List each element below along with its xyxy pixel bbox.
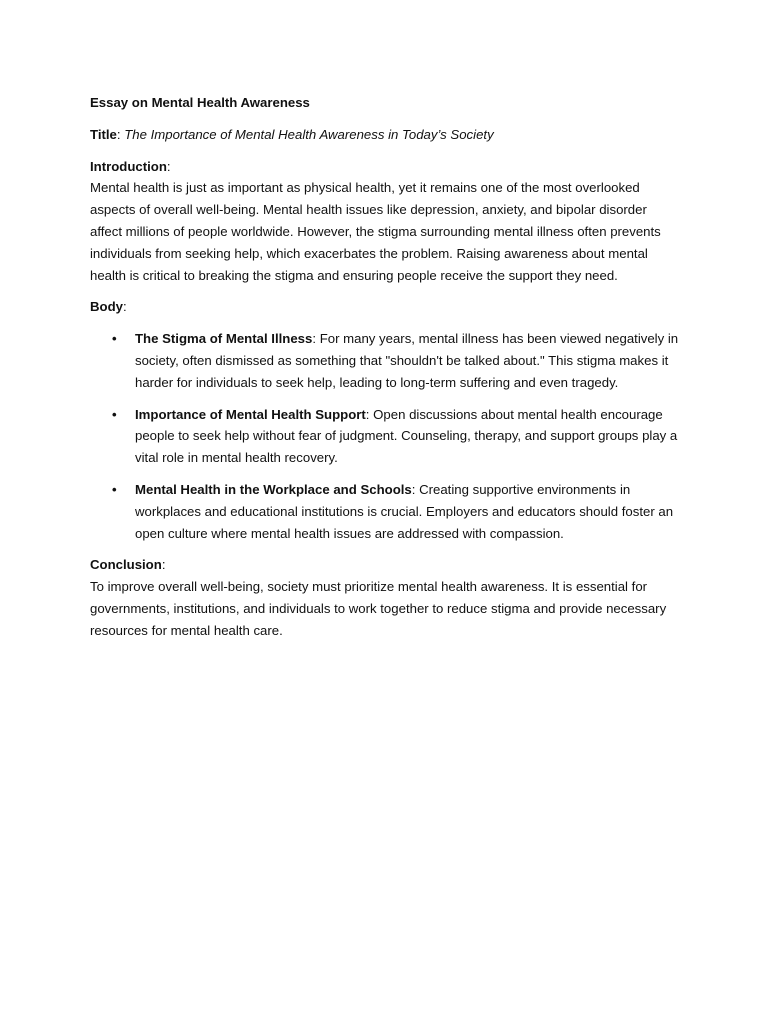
bullet-icon: • xyxy=(112,481,117,497)
body-heading xyxy=(90,296,680,318)
list-item xyxy=(90,404,680,469)
conclusion-paragraph: To improve overall well-being, society must prioritize mental health awareness. It is essential for governments, institutions, and individuals to work together to reduce stigma and provide necessary resources for mental health care. xyxy=(90,579,667,638)
body-label: Body xyxy=(90,299,123,315)
introduction-paragraph: Mental health is just as important as physical health, yet it remains one of the most overlooked aspects of overall well-being. Mental health issues like depression, anxiety, and bipolar disorder affect millions of people worldwide. However, the stigma surrounding mental illness often prevents individuals from seeking help, which exacerbates the problem. Raising awareness about mental health is critical to breaking the stigma and ensuring people receive the support they need. xyxy=(90,180,661,283)
introduction-separator: : xyxy=(166,158,171,174)
introduction-heading xyxy=(90,156,680,178)
document-heading: Essay on Mental Health Awareness xyxy=(90,95,310,110)
introduction-label: Introduction xyxy=(90,158,167,174)
essay-title: The Importance of Mental Health Awareness in Today’s Society xyxy=(124,126,494,142)
title-separator: : xyxy=(116,126,121,142)
list-item xyxy=(90,328,680,393)
bullet-icon: • xyxy=(112,406,117,422)
point-text: Open discussions about mental health encourage people to seek help without fear of judgment. Counseling, therapy, and support groups play a vital role in mental health recovery. xyxy=(135,406,678,466)
point-label: The Stigma of Mental Illness xyxy=(135,331,313,347)
conclusion-separator: : xyxy=(161,557,166,573)
list-item xyxy=(90,479,680,544)
body-separator: : xyxy=(122,299,127,315)
conclusion-label: Conclusion xyxy=(90,557,162,573)
conclusion-heading xyxy=(90,554,680,576)
point-separator: : xyxy=(411,481,416,497)
title-label: Title xyxy=(90,126,117,142)
title-line xyxy=(90,124,680,146)
point-label: Mental Health in the Workplace and Schools xyxy=(135,481,412,497)
point-separator: : xyxy=(312,331,317,347)
body-points-list xyxy=(90,328,680,544)
bullet-icon: • xyxy=(112,331,117,347)
point-text: Creating supportive environments in workplaces and educational institutions is crucial. Employers and educators should foster an open culture where mental health issues are addressed with compassion. xyxy=(135,481,674,541)
point-label: Importance of Mental Health Support xyxy=(135,406,366,422)
point-text: For many years, mental illness has been viewed negatively in society, often dismissed as something that "shouldn't be talked about." This stigma makes it harder for individuals to seek help, leading to long-term suffering and even tragedy. xyxy=(135,331,679,390)
point-separator: : xyxy=(365,406,370,422)
essay-content xyxy=(90,92,680,652)
